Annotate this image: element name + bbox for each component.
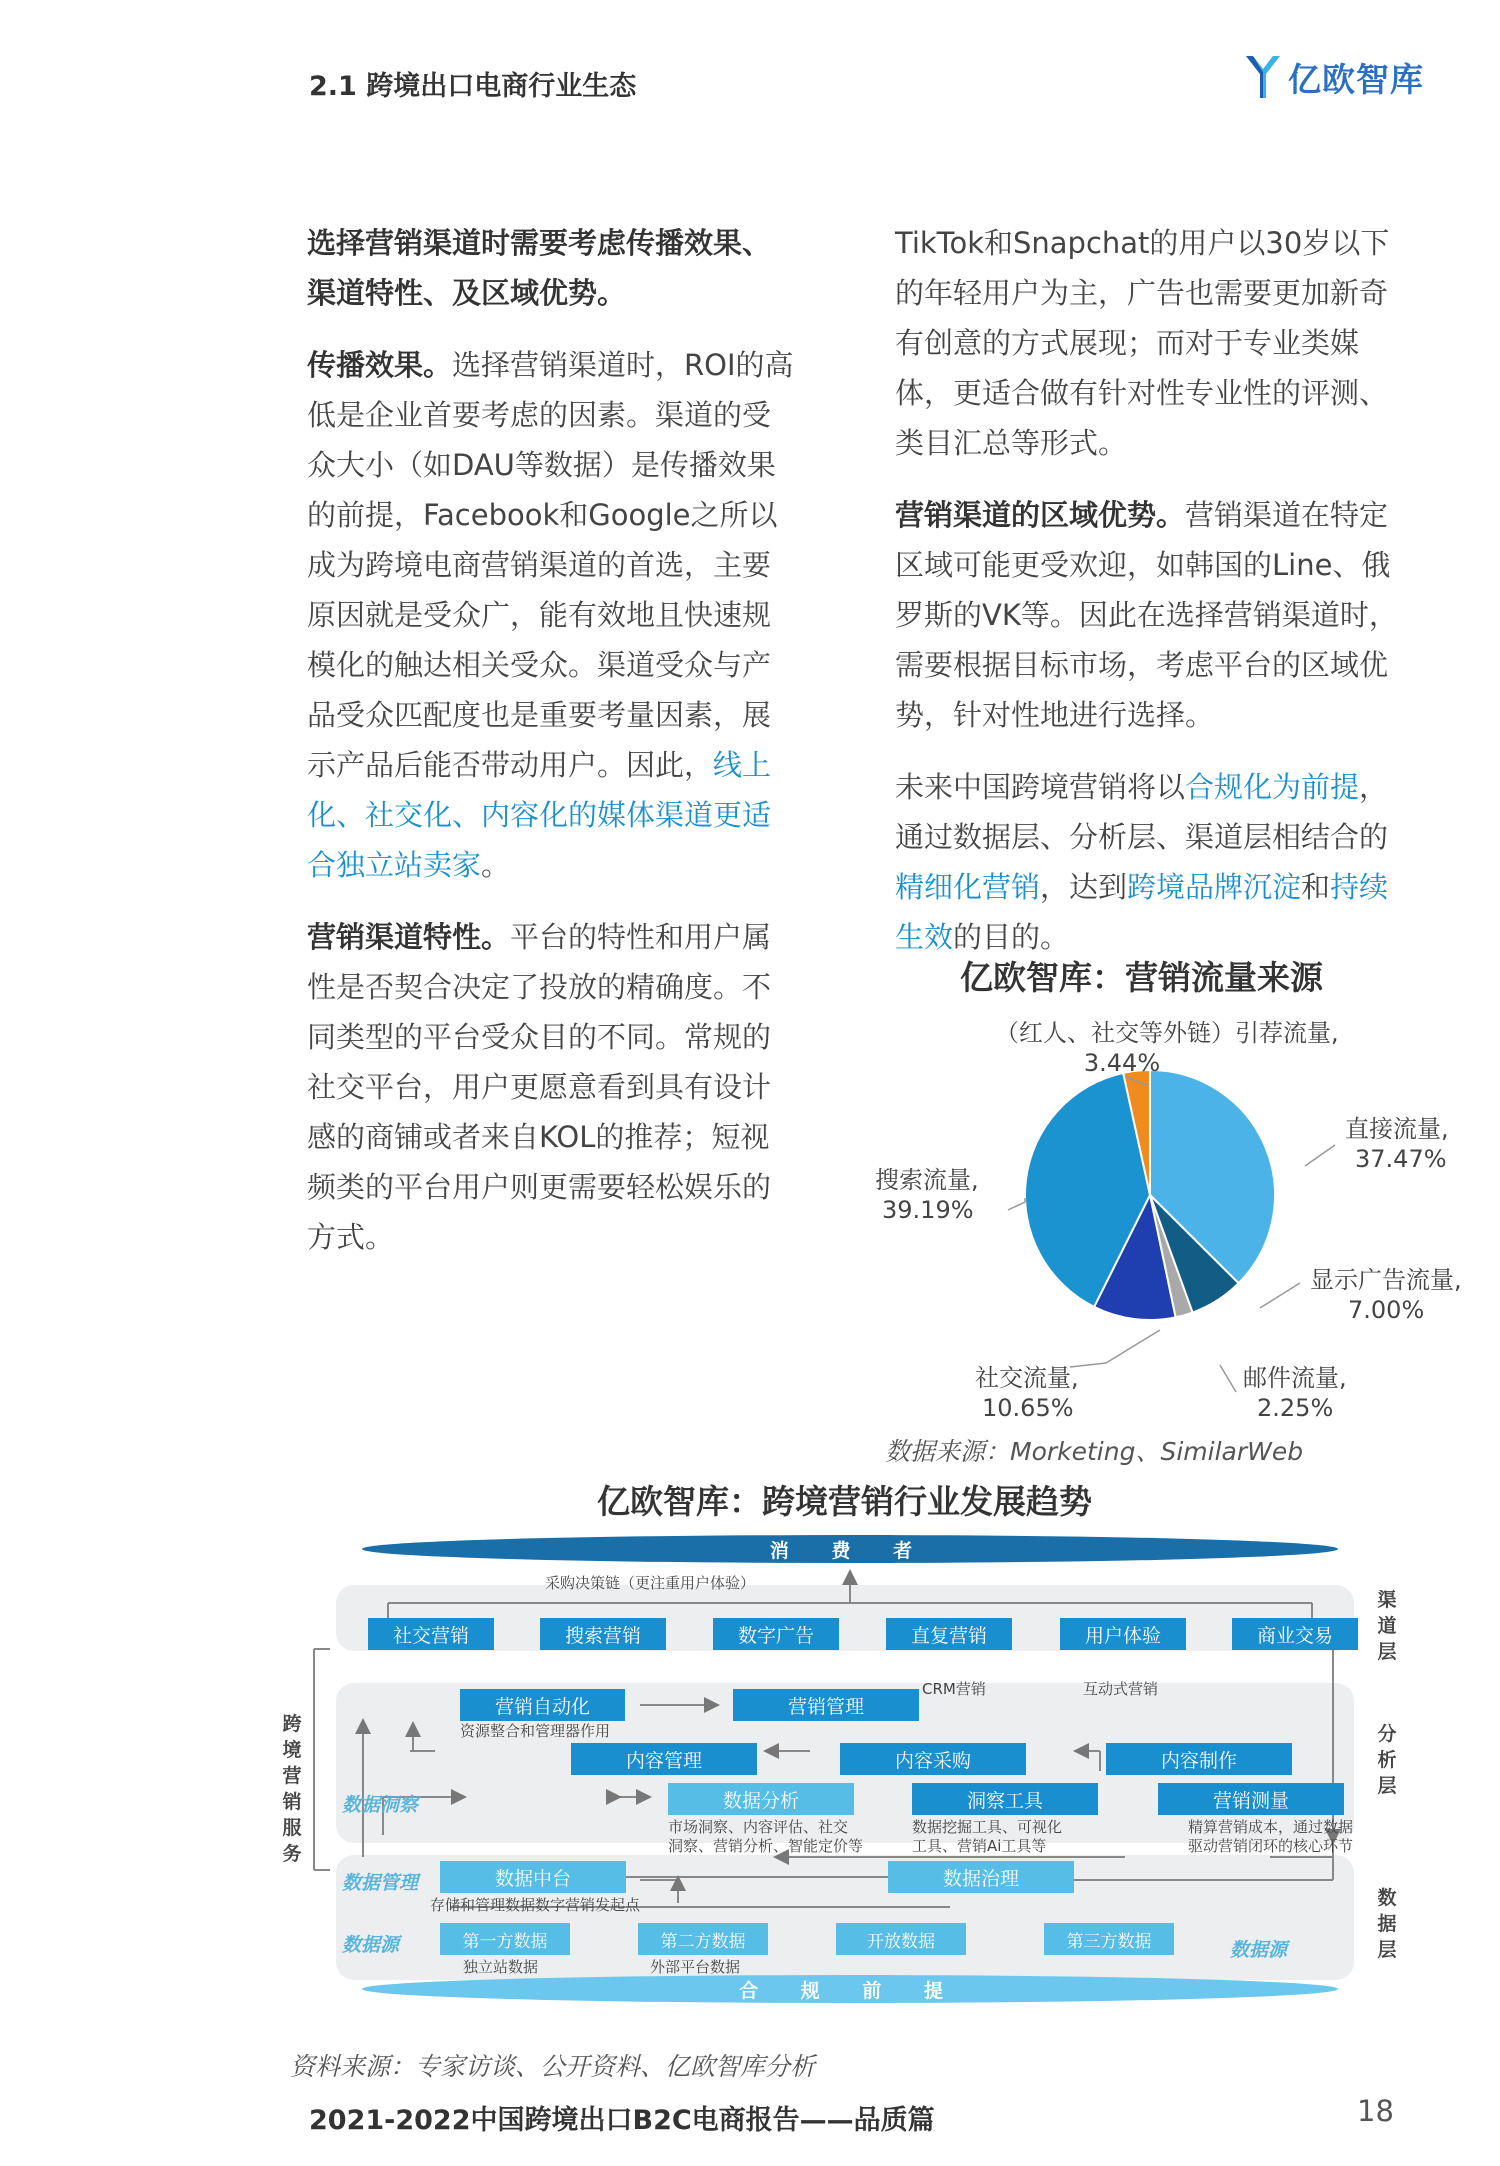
data-governance-box: 数据治理: [888, 1861, 1074, 1893]
side-label-analysis-layer: 分析层: [1377, 1723, 1397, 1797]
decision-chain-caption: 采购决策链（更注重用户体验）: [545, 1574, 756, 1592]
channel-box-social: 社交营销: [368, 1618, 494, 1650]
first-party-data-box: 第一方数据: [440, 1923, 570, 1955]
paragraph-spread-effect: [307, 340, 797, 890]
paragraph-body: 营销渠道在特定区域可能更受欢迎，如韩国的Line、俄罗斯的VK等。因此在选择营销渠道时，需要根据目标市场，考虑平台的区域优势，针对性地进行选择。: [895, 498, 1398, 732]
paragraph-body: 选择营销渠道时，ROI的高低是企业首要考虑的因素。渠道的受众大小（如DAU等数据）是传播效果的前提，Facebook和Google之所以成为跨境电商营销渠道的首选，主要原因就是受众广，能有效地且快速规模化的触达相关受众。渠道受众与产品受众匹配度也是重要考量因素，展示产品后能否带动用户。因此，: [307, 348, 794, 782]
pie-label-social: 社交流量,: [975, 1364, 1079, 1392]
content-management-box: 内容管理: [571, 1743, 757, 1775]
page-number: 18: [1357, 2094, 1394, 2128]
data-source-label-right: 数据源: [1230, 1939, 1288, 1961]
third-party-data-box: 第三方数据: [1044, 1923, 1174, 1955]
insight-tools-box: 洞察工具: [912, 1783, 1098, 1815]
brand-name: 亿欧智库: [1288, 59, 1424, 99]
right-column: [895, 218, 1405, 984]
paragraph-future: [895, 762, 1405, 962]
hub-caption: 存储和管理数据数字营销发起点: [430, 1896, 641, 1914]
lead-paragraph: 选择营销渠道时需要考虑传播效果、渠道特性、及区域优势。: [307, 226, 772, 310]
content-procurement-box: 内容采购: [840, 1743, 1026, 1775]
pie-value-display: 7.00%: [1348, 1296, 1425, 1324]
marketing-measurement-box: 营销测量: [1158, 1783, 1344, 1815]
first-party-caption: 独立站数据: [463, 1958, 539, 1976]
pie-value-direct: 37.47%: [1355, 1145, 1447, 1173]
tools-caption-1: 数据挖掘工具、可视化: [912, 1818, 1063, 1836]
channel-box-digital-ads: 数字广告: [713, 1618, 839, 1650]
measure-caption-2: 驱动营销闭环的核心环节: [1188, 1837, 1354, 1855]
interactive-caption: 互动式营销: [1083, 1680, 1159, 1698]
pie-label-search: 搜索流量,: [875, 1166, 979, 1194]
paragraph-heading: 营销渠道的区域优势。: [895, 498, 1186, 532]
highlight-text: 精细化营销: [895, 870, 1041, 904]
footer-title: 2021-2022中国跨境出口B2C电商报告——品质篇: [309, 2105, 935, 2136]
side-label-channel-layer: 渠道层: [1377, 1589, 1397, 1663]
paragraph-heading: 传播效果。: [307, 348, 453, 382]
text-span: 的目的。: [953, 920, 1070, 954]
open-data-box: 开放数据: [836, 1923, 966, 1955]
highlight-text: 跨境品牌沉淀: [1127, 870, 1302, 904]
analysis-caption-1: 市场洞察、内容评估、社交: [668, 1818, 849, 1836]
crm-caption: CRM营销: [922, 1680, 986, 1698]
measure-caption-1: 精算营销成本，通过数据: [1188, 1818, 1354, 1836]
automation-caption: 资源整合和管理器作用: [460, 1722, 611, 1740]
paragraph-end: 。: [481, 848, 511, 882]
channel-box-ux: 用户体验: [1060, 1618, 1186, 1650]
highlight-text: 线上化、社交化、内容化的媒体渠道更适合独立站卖家: [307, 748, 772, 882]
channel-box-commerce: 商业交易: [1232, 1618, 1358, 1650]
pie-value-referral: 3.44%: [1083, 1049, 1161, 1077]
pie-label-referral: （红人、社交等外链）引荐流量,: [995, 1019, 1339, 1047]
tools-caption-2: 工具、营销Ai工具等: [912, 1837, 1047, 1855]
pie-chart-source: 数据来源：Morketing、SimilarWeb: [885, 1437, 1304, 1466]
pie-chart: [860, 1010, 1480, 1440]
channel-box-direct: 直复营销: [886, 1618, 1012, 1650]
second-party-data-box: 第二方数据: [638, 1923, 768, 1955]
highlight-text: 持续生效: [895, 870, 1389, 954]
paragraph-regional: [895, 490, 1405, 740]
channel-box-search: 搜索营销: [540, 1618, 666, 1650]
analysis-caption-2: 洞察、营销分析、智能定价等: [668, 1837, 864, 1855]
text-span: 未来中国跨境营销将以: [895, 770, 1186, 804]
left-column: [307, 218, 797, 1284]
paragraph-platforms: TikTok和Snapchat的用户以30岁以下的年轻用户为主，广告也需要更加新奇有创意的方式展现；而对于专业类媒体，更适合做有针对性专业性的评测、类目汇总等形式。: [895, 226, 1390, 460]
text-span: 和: [1301, 870, 1331, 904]
pie-value-email: 2.25%: [1257, 1394, 1334, 1422]
brand: [1242, 52, 1424, 102]
compliance-ellipse: 合 规 前 提: [362, 1975, 1338, 2003]
pie-label-direct: 直接流量,: [1345, 1115, 1449, 1143]
pie-value-search: 39.19%: [882, 1196, 974, 1224]
marketing-management-box: 营销管理: [733, 1689, 919, 1721]
section-title: 2.1 跨境出口电商行业生态: [309, 71, 637, 102]
pie-label-display: 显示广告流量,: [1310, 1266, 1462, 1294]
pie-slices: [1025, 1070, 1275, 1320]
pie-value-social: 10.65%: [982, 1394, 1074, 1422]
paragraph-body: 平台的特性和用户属性是否契合决定了投放的精确度。不同类型的平台受众目的不同。常规的社交平台，用户更愿意看到具有设计感的商铺或者来自KOL的推荐；短视频类的平台用户则更需要轻松娱乐的方式。: [307, 920, 772, 1254]
data-analysis-box: 数据分析: [668, 1783, 854, 1815]
highlight-text: 合规化为前提: [1185, 770, 1360, 804]
second-party-caption: 外部平台数据: [650, 1958, 741, 1976]
data-hub-box: 数据中台: [440, 1861, 626, 1893]
data-insight-label: 数据洞察: [342, 1794, 419, 1816]
data-management-label: 数据管理: [342, 1872, 419, 1894]
paragraph-heading: 营销渠道特性。: [307, 920, 511, 954]
text-span: ，达到: [1040, 870, 1128, 904]
marketing-trend-diagram: [270, 1525, 1410, 2005]
paragraph-channel-traits: [307, 912, 797, 1262]
marketing-automation-box: 营销自动化: [460, 1689, 625, 1721]
side-label-data-layer: 数据层: [1377, 1887, 1397, 1961]
pie-chart-title: 亿欧智库：营销流量来源: [960, 958, 1323, 997]
text-span: ，通过数据层、分析层、渠道层相结合的: [895, 770, 1389, 854]
diagram-source: 资料来源：专家访谈、公开资料、亿欧智库分析: [290, 2052, 816, 2081]
data-source-label-left: 数据源: [342, 1934, 400, 1956]
side-label-cross-border-service: 跨境营销服务: [282, 1713, 302, 1865]
pie-label-email: 邮件流量,: [1243, 1364, 1347, 1392]
diagram-title: 亿欧智库：跨境营销行业发展趋势: [597, 1482, 1092, 1521]
consumer-ellipse: 消 费 者: [362, 1535, 1338, 1563]
brand-logo-icon: [1242, 52, 1282, 102]
content-production-box: 内容制作: [1106, 1743, 1292, 1775]
